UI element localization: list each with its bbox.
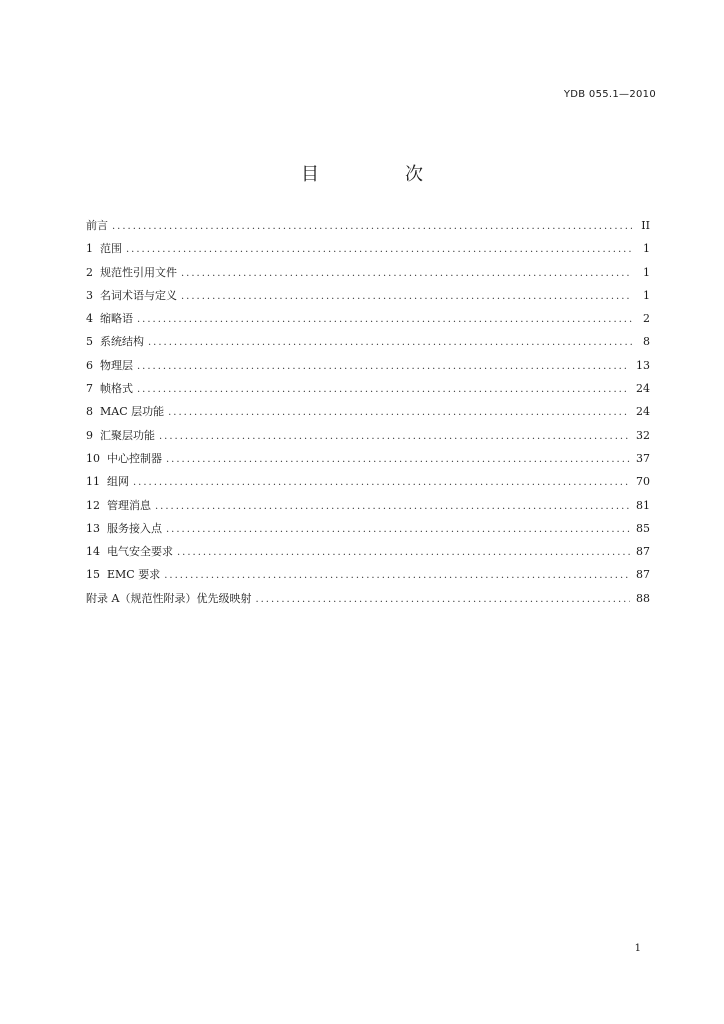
toc-entry[interactable] [86,333,650,356]
toc-entry[interactable] [86,520,650,543]
toc-entry-page: 1 [643,288,650,302]
toc-entry[interactable] [86,264,650,287]
table-of-contents [86,217,650,613]
toc-entry-number: 12 [86,498,100,512]
toc-leader-dots [159,431,630,442]
toc-leader-dots [137,361,630,372]
toc-entry-label: 附录 A（规范性附录）优先级映射 [86,591,252,605]
toc-entry-label: 组网 [107,475,129,489]
toc-entry-number: 7 [86,382,93,396]
toc-entry-page: 1 [643,242,650,256]
toc-entry-page: 87 [636,568,650,582]
toc-leader-dots [137,384,630,395]
toc-entry[interactable] [86,287,650,310]
toc-entry-number: 13 [86,521,100,535]
toc-entry-label: 帧格式 [100,382,133,396]
toc-entry-label: 汇聚层功能 [100,428,155,442]
toc-leader-dots [166,454,630,465]
toc-leader-dots [164,570,630,581]
toc-entry-label: 物理层 [100,358,133,372]
toc-entry-page: 81 [636,498,650,512]
toc-entry[interactable] [86,450,650,473]
toc-entry[interactable] [86,427,650,450]
toc-entry[interactable] [86,310,650,333]
toc-leader-dots [155,501,630,512]
toc-entry-number: 9 [86,428,93,442]
toc-leader-dots [166,524,630,535]
toc-leader-dots [177,547,630,558]
toc-leader-dots [255,594,630,605]
toc-leader-dots [168,407,630,418]
toc-entry[interactable] [86,403,650,426]
toc-entry-page: 37 [636,451,650,465]
toc-entry-label: 名词术语与定义 [100,288,177,302]
toc-entry-label: 前言 [86,219,108,232]
toc-entry-label: 服务接入点 [107,521,162,535]
toc-entry-page: 85 [636,521,650,535]
toc-entry-label: MAC 层功能 [100,405,165,419]
toc-entry-number: 15 [86,568,100,582]
toc-leader-dots [181,291,632,302]
toc-leader-dots [181,268,632,279]
toc-entry-label: EMC 要求 [107,568,161,582]
toc-entry-page: II [641,219,650,232]
toc-leader-dots [148,337,632,348]
toc-entry-page: 24 [636,405,650,419]
toc-entry[interactable] [86,543,650,566]
toc-leader-dots [133,477,630,488]
toc-entry-number: 1 [86,242,93,256]
toc-entry[interactable] [86,497,650,520]
toc-entry-label: 系统结构 [100,335,144,349]
toc-entry-number: 6 [86,358,93,372]
toc-entry-label: 电气安全要求 [107,545,173,559]
toc-entry-number: 14 [86,545,100,559]
toc-entry-label: 管理消息 [107,498,151,512]
page-number: 1 [634,943,641,954]
toc-entry-label: 中心控制器 [107,451,162,465]
toc-entry[interactable] [86,217,650,240]
toc-entry-label: 范围 [100,242,122,256]
toc-entry-page: 13 [636,358,650,372]
toc-entry-page: 24 [636,382,650,396]
toc-entry-page: 2 [643,312,650,326]
toc-entry-page: 32 [636,428,650,442]
toc-entry-label: 缩略语 [100,312,133,326]
toc-leader-dots [112,221,632,232]
toc-entry[interactable] [86,590,650,613]
toc-entry-page: 87 [636,545,650,559]
toc-entry-page: 70 [636,475,650,489]
toc-entry-number: 5 [86,335,93,349]
toc-entry-number: 11 [86,475,100,489]
toc-entry-number: 2 [86,265,93,279]
toc-entry-page: 1 [643,265,650,279]
toc-entry[interactable] [86,240,650,263]
toc-entry-label: 规范性引用文件 [100,265,177,279]
toc-entry-number: 10 [86,451,100,465]
toc-entry[interactable] [86,566,650,589]
toc-leader-dots [126,244,632,255]
standard-code: YDB 055.1—2010 [563,89,656,100]
toc-entry-number: 4 [86,312,93,326]
toc-entry[interactable] [86,473,650,496]
toc-leader-dots [137,314,632,325]
toc-entry[interactable] [86,380,650,403]
page-title: 目 次 [301,164,457,185]
toc-entry-page: 8 [643,335,650,349]
toc-entry-number: 8 [86,405,93,419]
toc-entry-number: 3 [86,288,93,302]
toc-entry[interactable] [86,357,650,380]
toc-entry-page: 88 [636,591,650,605]
